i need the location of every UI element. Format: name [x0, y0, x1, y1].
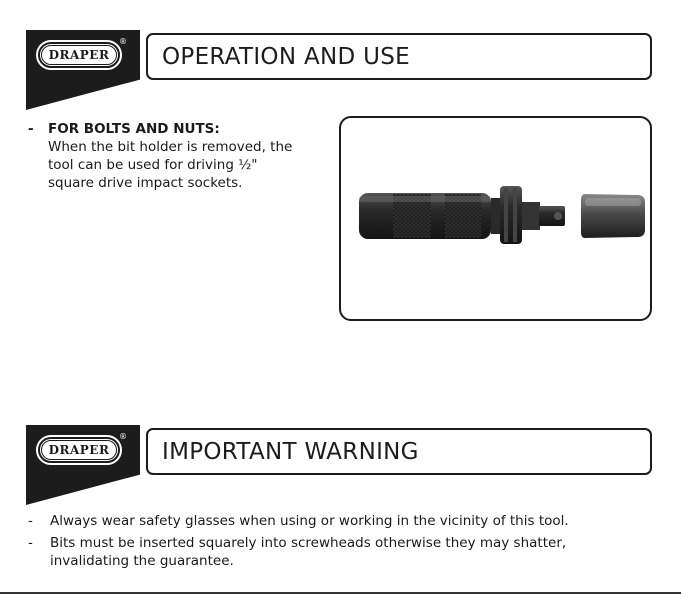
bolts-nuts-instructions [28, 120, 328, 192]
warning-line: Always wear safety glasses when using or working in the vicinity of this tool. [50, 513, 569, 529]
bullet-row [28, 120, 328, 138]
bullet-dash: - [28, 121, 34, 137]
registered-mark: ® [119, 432, 127, 441]
registered-mark: ® [119, 37, 127, 46]
draper-logo-text: DRAPER [41, 45, 117, 65]
operation-title-box [146, 33, 652, 80]
warning-dash: - [28, 535, 33, 551]
draper-logo-text: DRAPER [41, 440, 117, 460]
tool-image-frame [339, 116, 652, 321]
impact-socket [581, 194, 645, 238]
operation-title: OPERATION AND USE [162, 43, 410, 70]
driver-collar [491, 186, 522, 244]
page-bottom-rule [0, 592, 681, 594]
warning-list [28, 512, 658, 574]
driver-handle [359, 193, 491, 239]
draper-logo [38, 437, 120, 463]
bullet-body [28, 138, 328, 192]
draper-logo [38, 42, 120, 68]
bullet-line: When the bit holder is removed, the [48, 139, 293, 155]
warning-dash: - [28, 513, 33, 529]
warning-item [28, 534, 658, 570]
bullet-line: square drive impact sockets. [48, 175, 243, 191]
impact-driver-illustration [341, 118, 650, 319]
square-drive [522, 202, 565, 230]
warning-title-box [146, 428, 652, 475]
warning-title: IMPORTANT WARNING [162, 438, 419, 465]
warning-item [28, 512, 658, 530]
warning-header [0, 425, 681, 505]
operation-header [0, 30, 681, 110]
warning-line: Bits must be inserted squarely into screwheads otherwise they may shatter, [50, 535, 567, 551]
warning-line: invalidating the guarantee. [50, 553, 234, 569]
bullet-heading: FOR BOLTS AND NUTS: [48, 121, 220, 137]
bullet-line: tool can be used for driving ½" [48, 157, 258, 173]
